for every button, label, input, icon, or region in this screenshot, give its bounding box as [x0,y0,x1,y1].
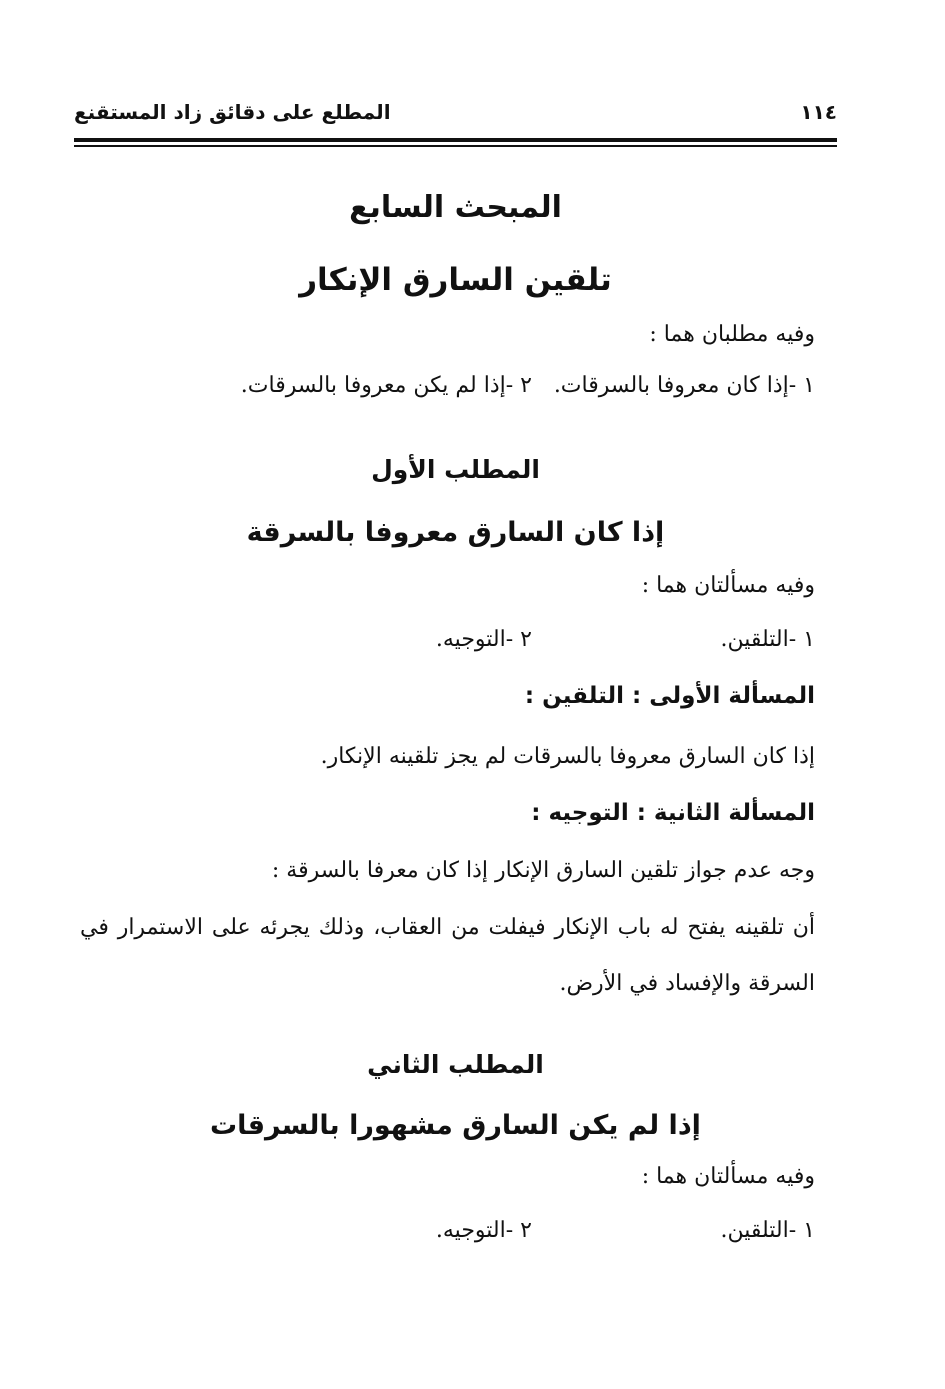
section2-title: المطلب الثاني [367,1050,544,1079]
header-rule-thin [74,145,837,147]
section2-intro: وفيه مسألتان هما : [641,1164,815,1189]
section1-subtitle: إذا كان السارق معروفا بالسرقة [246,517,665,548]
issue1-heading: المسألة الأولى : التلقين : [524,683,815,709]
page-number: ١١٤ [800,100,837,124]
chapter-intro: وفيه مطلبان هما : [649,322,815,347]
section1-title: المطلب الأول [371,455,540,484]
section1-intro: وفيه مسألتان هما : [641,573,815,598]
issue2-intro: وجه عدم جواز تلقين السارق الإنكار إذا كان معرفا بالسرقة : [271,858,815,883]
chapter-item-1: ١ -إذا كان معروفا بالسرقات. [553,373,815,398]
header-rule-thick [74,138,837,142]
running-header [74,100,837,132]
section2-item-1: ١ -التلقين. [720,1218,815,1243]
issue2-heading: المسألة الثانية : التوجيه : [531,800,815,826]
section2-item-2: ٢ -التوجيه. [435,1218,532,1243]
book-title: المطلع على دقائق زاد المستقنع [74,100,391,124]
issue1-text: إذا كان السارق معروفا بالسرقات لم يجز تلقينه الإنكار. [320,744,815,769]
issue2-text: أن تلقينه يفتح له باب الإنكار فيفلت من العقاب، وذلك يجرئه على الاستمرار في السرقة والإفساد في الأرض. [80,915,815,996]
section1-item-1: ١ -التلقين. [720,627,815,652]
section2-subtitle: إذا لم يكن السارق مشهورا بالسرقات [210,1110,701,1141]
section1-item-2: ٢ -التوجيه. [435,627,532,652]
chapter-title: المبحث السابع [349,190,562,225]
chapter-subtitle: تلقين السارق الإنكار [299,262,612,298]
chapter-item-2: ٢ -إذا لم يكن معروفا بالسرقات. [240,373,532,398]
